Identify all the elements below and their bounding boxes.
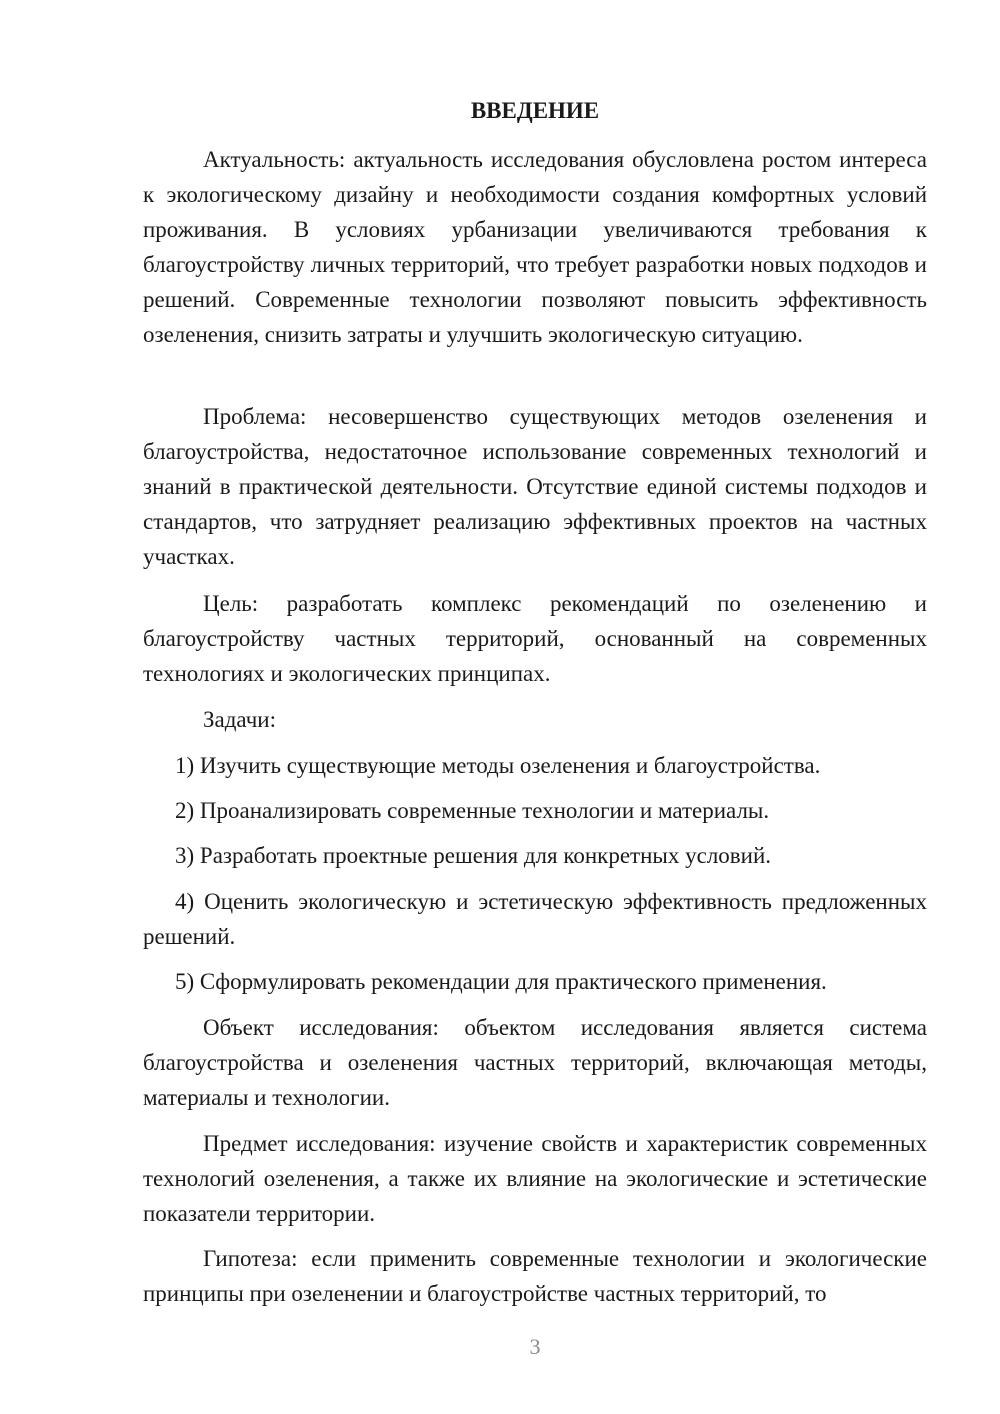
section-heading: ВВЕДЕНИЕ [470, 98, 600, 123]
task-item-5: 5) Сформулировать рекомендации для практического применения. [175, 969, 827, 994]
paragraph-problem: Проблема: несовершенство существующих методов озеленения и благоустройства, недостаточное использование современных технологий и знаний в практической деятельности. Отсутствие единой системы подходов и стандартов, что затрудняет реализацию эффективных проектов на частных участках. [143, 404, 927, 569]
tasks-label: Задачи: [203, 707, 276, 732]
paragraph-hypothesis: Гипотеза: если применить современные технологии и экологические принципы при озеленении и благоустройстве частных территорий, то [143, 1246, 927, 1306]
task-item-2: 2) Проанализировать современные технологии и материалы. [175, 798, 770, 823]
task-item-4: 4) Оценить экологическую и эстетическую эффективность предложенных решений. [143, 889, 927, 949]
paragraph-goal: Цель: разработать комплекс рекомендаций по озеленению и благоустройству частных территорий, основанный на современных технологиях и экологических принципах. [143, 591, 927, 686]
paragraph-subject: Предмет исследования: изучение свойств и характеристик современных технологий озеленения, а также их влияние на экологические и эстетические показатели территории. [143, 1131, 927, 1226]
task-item-1: 1) Изучить существующие методы озеленения и благоустройства. [175, 753, 821, 778]
task-item-3: 3) Разработать проектные решения для конкретных условий. [175, 843, 772, 868]
paragraph-object: Объект исследования: объектом исследования является система благоустройства и озеленения частных территорий, включающая методы, материалы и технологии. [143, 1015, 927, 1110]
paragraph-relevance: Актуальность: актуальность исследования обусловлена ростом интереса к экологическому дизайну и необходимости создания комфортных условий проживания. В условиях урбанизации увеличиваются требования к благоустройству личных территорий, что требует разработки новых подходов и решений. Современные технологии позволяют повысить эффективность озеленения, снизить затраты и улучшить экологическую ситуацию. [143, 147, 927, 347]
page-number: 3 [529, 1334, 541, 1359]
